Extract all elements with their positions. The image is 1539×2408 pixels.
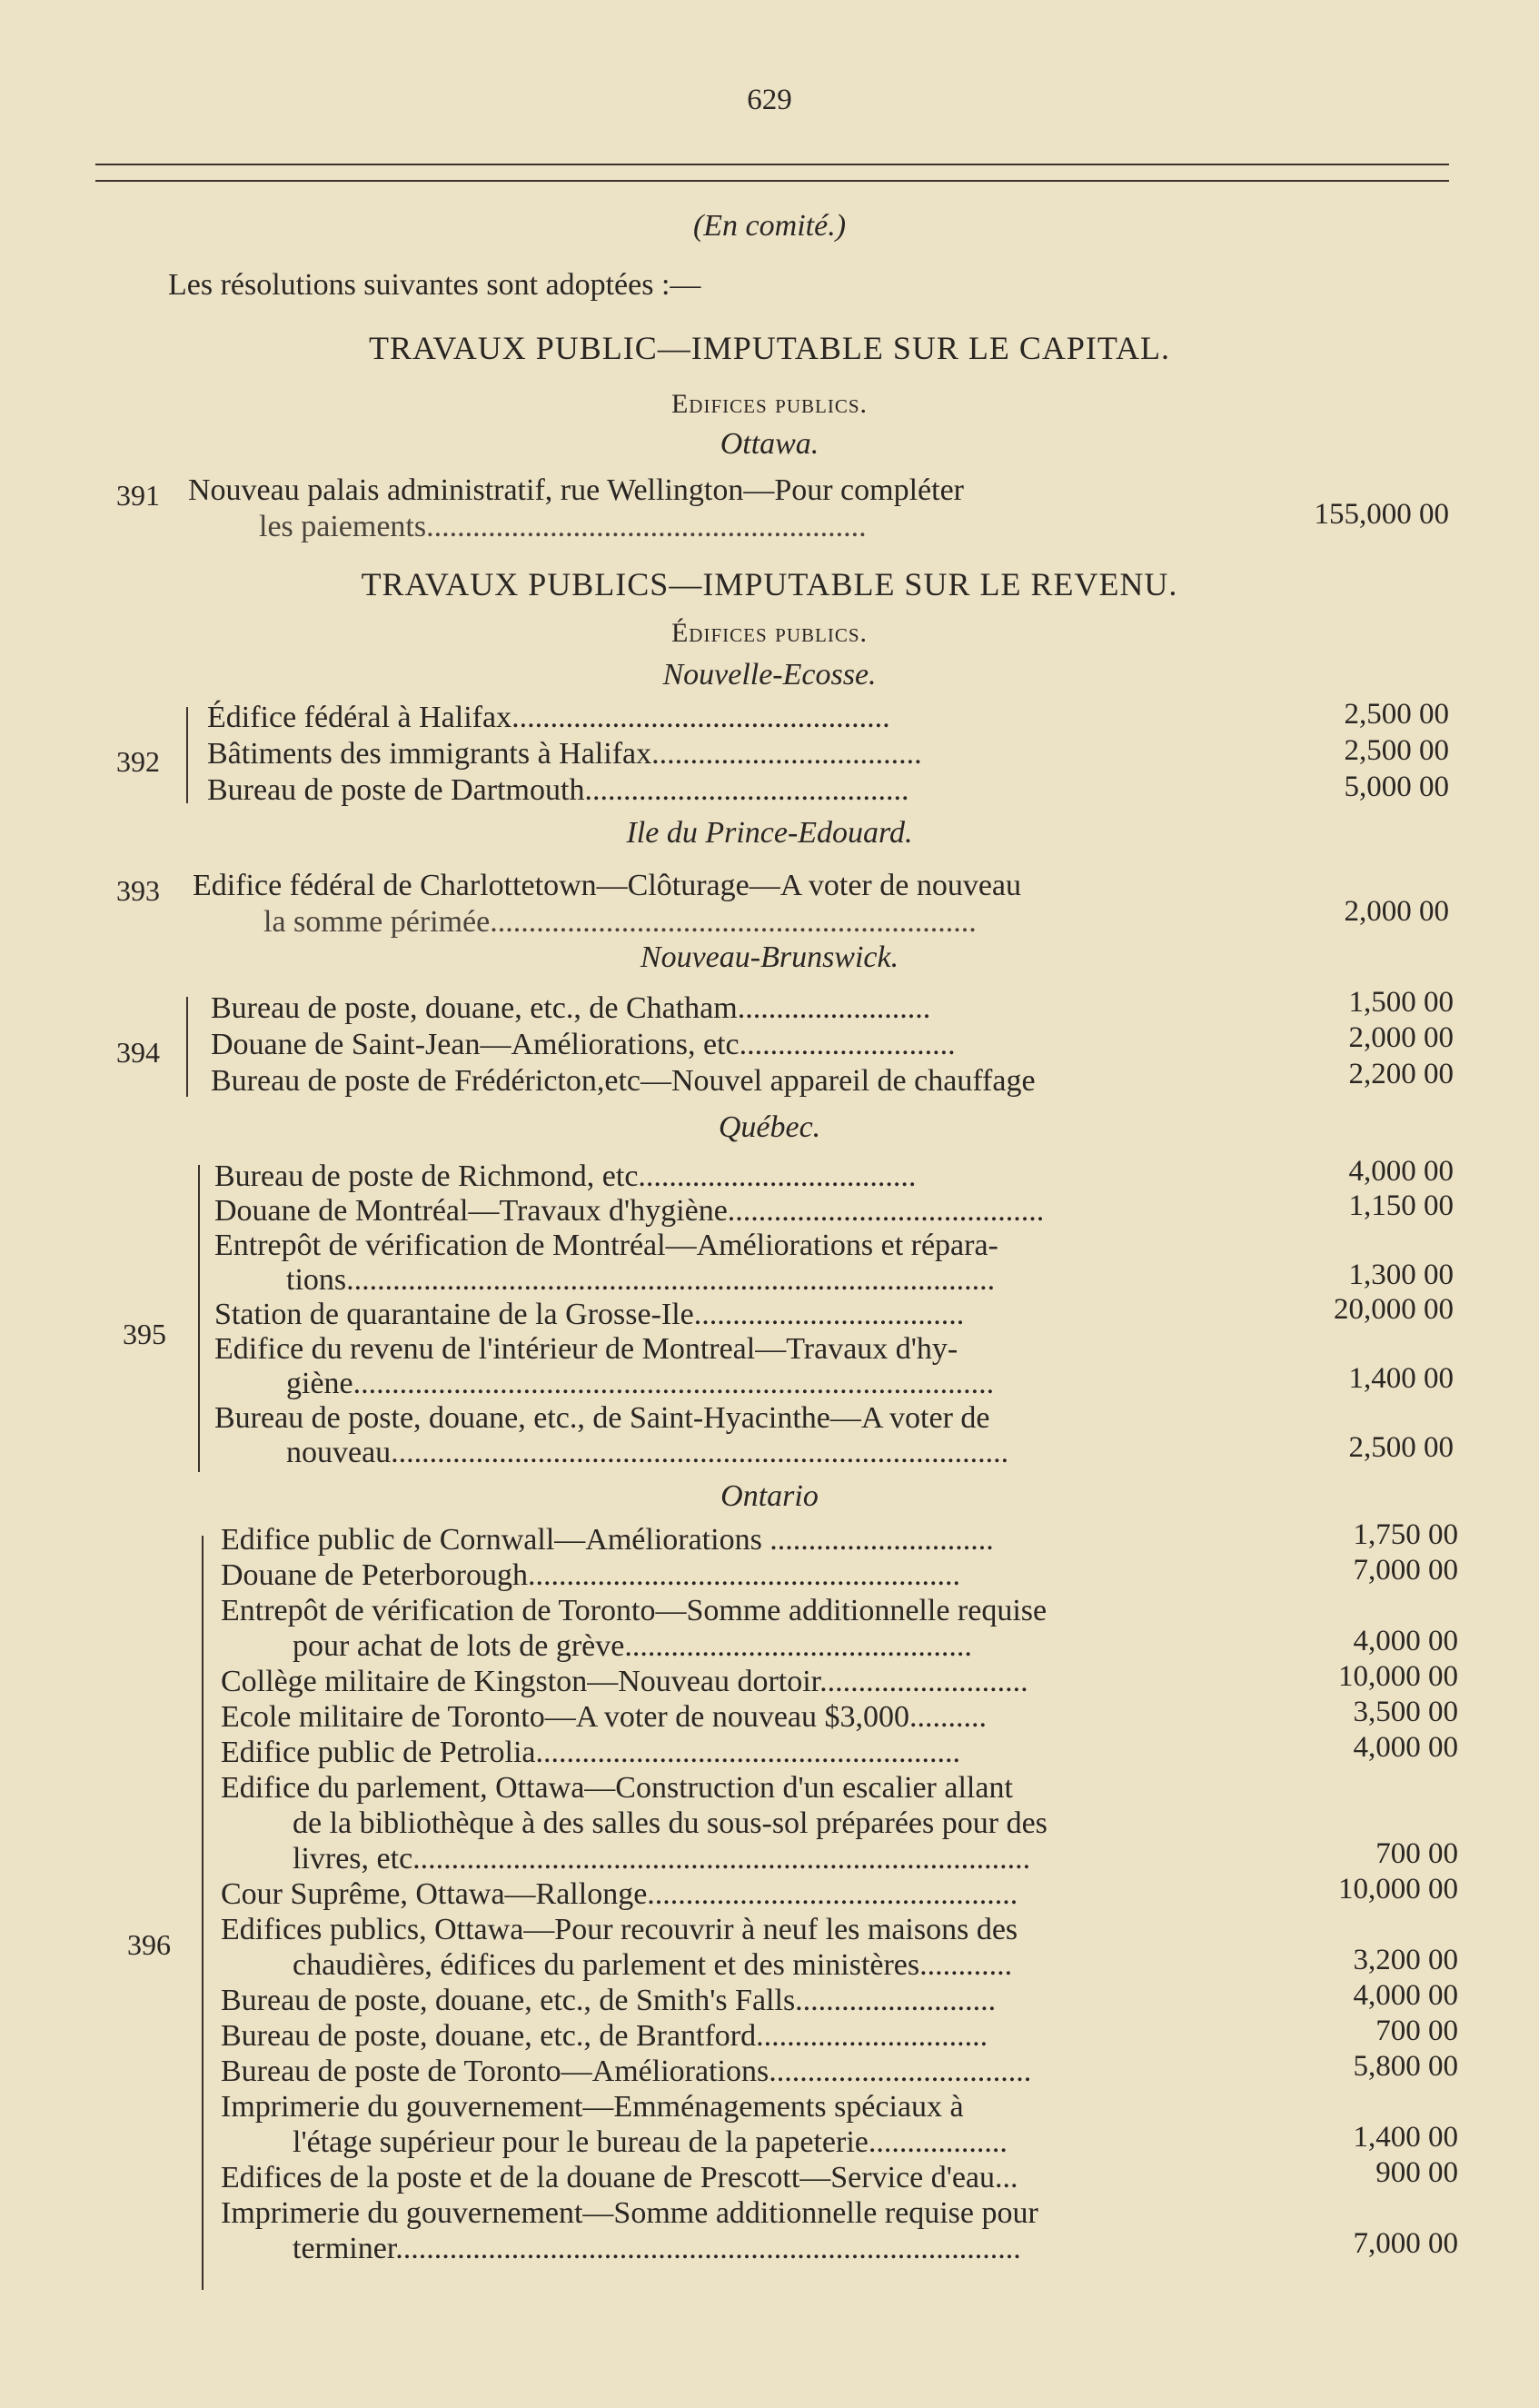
item-amount: 155,000 00 [1314, 498, 1449, 531]
item-text: Bureau de poste, douane, etc., de Chatham......................... [211, 991, 931, 1025]
item-amount: 4,000 00 [1353, 1625, 1458, 1657]
region-pei: Ile du Prince-Edouard. [626, 816, 913, 850]
section1-title: TRAVAUX PUBLIC—IMPUTABLE SUR LE CAPITAL. [369, 330, 1170, 366]
item-amount: 1,400 00 [1353, 2121, 1458, 2154]
region-ontario: Ontario [720, 1479, 819, 1513]
item-number: 391 [116, 479, 160, 512]
item-text: Edifice du revenu de l'intérieur de Montreal—Travaux d'hy- [214, 1332, 958, 1366]
region-quebec: Québec. [718, 1110, 821, 1144]
item-text: Bureau de poste de Richmond, etc.................................... [214, 1159, 917, 1193]
top-rule [95, 164, 1449, 165]
item-amount: 7,000 00 [1353, 2227, 1458, 2260]
item-text: Collège militaire de Kingston—Nouveau dortoir........................... [221, 1665, 1028, 1698]
item-number: 394 [116, 1036, 160, 1069]
brace [186, 707, 188, 803]
item-text: Edifice public de Petrolia....................................................... [221, 1736, 960, 1769]
item-amount: 3,500 00 [1353, 1696, 1458, 1728]
item-text: Bureau de poste, douane, etc., de Saint-Hyacinthe—A voter de [214, 1401, 990, 1435]
item-amount: 1,500 00 [1348, 986, 1454, 1019]
item-text: nouveau................................................................................ [286, 1436, 1009, 1469]
item-text: Douane de Saint-Jean—Améliorations, etc............................ [211, 1028, 956, 1061]
item-text: Edifice public de Cornwall—Améliorations ............................. [221, 1523, 994, 1557]
item-amount: 10,000 00 [1338, 1660, 1458, 1693]
item-amount: 10,000 00 [1338, 1873, 1458, 1906]
region-nova-scotia: Nouvelle-Ecosse. [662, 658, 877, 692]
item-number: 396 [127, 1928, 171, 1961]
item-amount: 4,000 00 [1353, 1731, 1458, 1764]
item-amount: 5,000 00 [1344, 771, 1449, 803]
item-amount: 1,300 00 [1348, 1259, 1454, 1291]
item-amount: 700 00 [1375, 2015, 1458, 2047]
item-text: Edifices de la poste et de la douane de Prescott—Service d'eau... [221, 2161, 1018, 2194]
item-text: livres, etc................................................................................ [293, 1842, 1031, 1876]
section2-subtitle: Édifices publics. [670, 618, 869, 648]
item-amount: 7,000 00 [1353, 1554, 1458, 1587]
committee-note: (En comité.) [692, 209, 847, 243]
brace [198, 1165, 200, 1472]
item-text: les paiements......................................................... [259, 510, 867, 543]
item-text: Cour Suprême, Ottawa—Rallonge................................................ [221, 1877, 1018, 1911]
item-text: Bureau de poste de Dartmouth.......................................... [207, 773, 909, 807]
page-number: 629 [747, 84, 792, 116]
item-text: Entrepôt de vérification de Montréal—Améliorations et répara- [214, 1229, 998, 1262]
item-amount: 2,500 00 [1344, 734, 1449, 767]
item-text: Bureau de poste de Toronto—Améliorations.................................. [221, 2055, 1032, 2088]
region-new-brunswick: Nouveau-Brunswick. [640, 940, 899, 974]
item-amount: 2,200 00 [1348, 1058, 1454, 1090]
item-text: Édifice fédéral à Halifax................................................. [207, 701, 890, 734]
item-text: Edifice fédéral de Charlottetown—Clôturage—A voter de nouveau [193, 869, 1022, 902]
brace [186, 997, 188, 1097]
item-number: 393 [116, 874, 160, 907]
item-text: de la bibliothèque à des salles du sous-sol préparées pour des [293, 1806, 1048, 1840]
item-text: Edifice du parlement, Ottawa—Construction d'un escalier allant [221, 1771, 1013, 1805]
item-text: Nouveau palais administratif, rue Wellington—Pour compléter [188, 473, 964, 507]
item-text: giène................................................................................... [286, 1367, 995, 1400]
item-text: Edifices publics, Ottawa—Pour recouvrir à neuf les maisons des [221, 1913, 1018, 1946]
item-amount: 4,000 00 [1353, 1979, 1458, 2012]
item-text: Ecole militaire de Toronto—A voter de nouveau $3,000.......... [221, 1700, 988, 1734]
region-ottawa: Ottawa. [720, 427, 819, 461]
item-amount: 1,400 00 [1348, 1362, 1454, 1395]
item-text: Entrepôt de vérification de Toronto—Somme additionnelle requise [221, 1594, 1048, 1627]
item-amount: 20,000 00 [1334, 1293, 1454, 1326]
intro-text: Les résolutions suivantes sont adoptées :— [168, 268, 701, 302]
item-text: Imprimerie du gouvernement—Emménagements spéciaux à [221, 2090, 964, 2124]
item-text: Douane de Montréal—Travaux d'hygiène......................................... [214, 1194, 1045, 1228]
item-text: tions.................................................................................... [286, 1263, 996, 1297]
item-text: l'étage supérieur pour le bureau de la papeterie.................. [293, 2125, 1008, 2159]
section1-subtitle: Edifices publics. [670, 389, 869, 419]
item-text: Bâtiments des immigrants à Halifax................................... [207, 737, 922, 771]
item-amount: 2,500 00 [1348, 1431, 1454, 1464]
brace [202, 1536, 204, 2290]
top-rule-2 [95, 180, 1449, 182]
item-number: 395 [123, 1318, 166, 1350]
item-amount: 900 00 [1375, 2156, 1458, 2189]
item-text: Douane de Peterborough........................................................ [221, 1558, 961, 1592]
item-number: 392 [116, 745, 160, 778]
item-amount: 2,500 00 [1344, 698, 1449, 731]
item-text: chaudières, édifices du parlement et des ministères............ [293, 1948, 1013, 1982]
item-amount: 4,000 00 [1348, 1155, 1454, 1188]
item-amount: 1,750 00 [1353, 1518, 1458, 1551]
item-amount: 2,000 00 [1344, 895, 1449, 928]
item-text: terminer................................................................................. [293, 2232, 1021, 2265]
item-amount: 2,000 00 [1348, 1021, 1454, 1054]
item-amount: 700 00 [1375, 1837, 1458, 1870]
item-amount: 5,800 00 [1353, 2050, 1458, 2083]
item-text: Bureau de poste de Frédéricton,etc—Nouvel appareil de chauffage [211, 1064, 1036, 1098]
item-amount: 3,200 00 [1353, 1944, 1458, 1976]
item-text: la somme périmée............................................................... [263, 905, 977, 939]
item-amount: 1,150 00 [1348, 1189, 1454, 1222]
item-text: pour achat de lots de grève............................................. [293, 1629, 972, 1663]
item-text: Bureau de poste, douane, etc., de Smith's Falls.......................... [221, 1984, 997, 2017]
item-text: Station de quarantaine de la Grosse-Ile................................... [214, 1298, 965, 1331]
item-text: Bureau de poste, douane, etc., de Brantford.............................. [221, 2019, 988, 2053]
section2-title: TRAVAUX PUBLICS—IMPUTABLE SUR LE REVENU. [361, 566, 1178, 602]
item-text: Imprimerie du gouvernement—Somme additionnelle requise pour [221, 2196, 1038, 2230]
